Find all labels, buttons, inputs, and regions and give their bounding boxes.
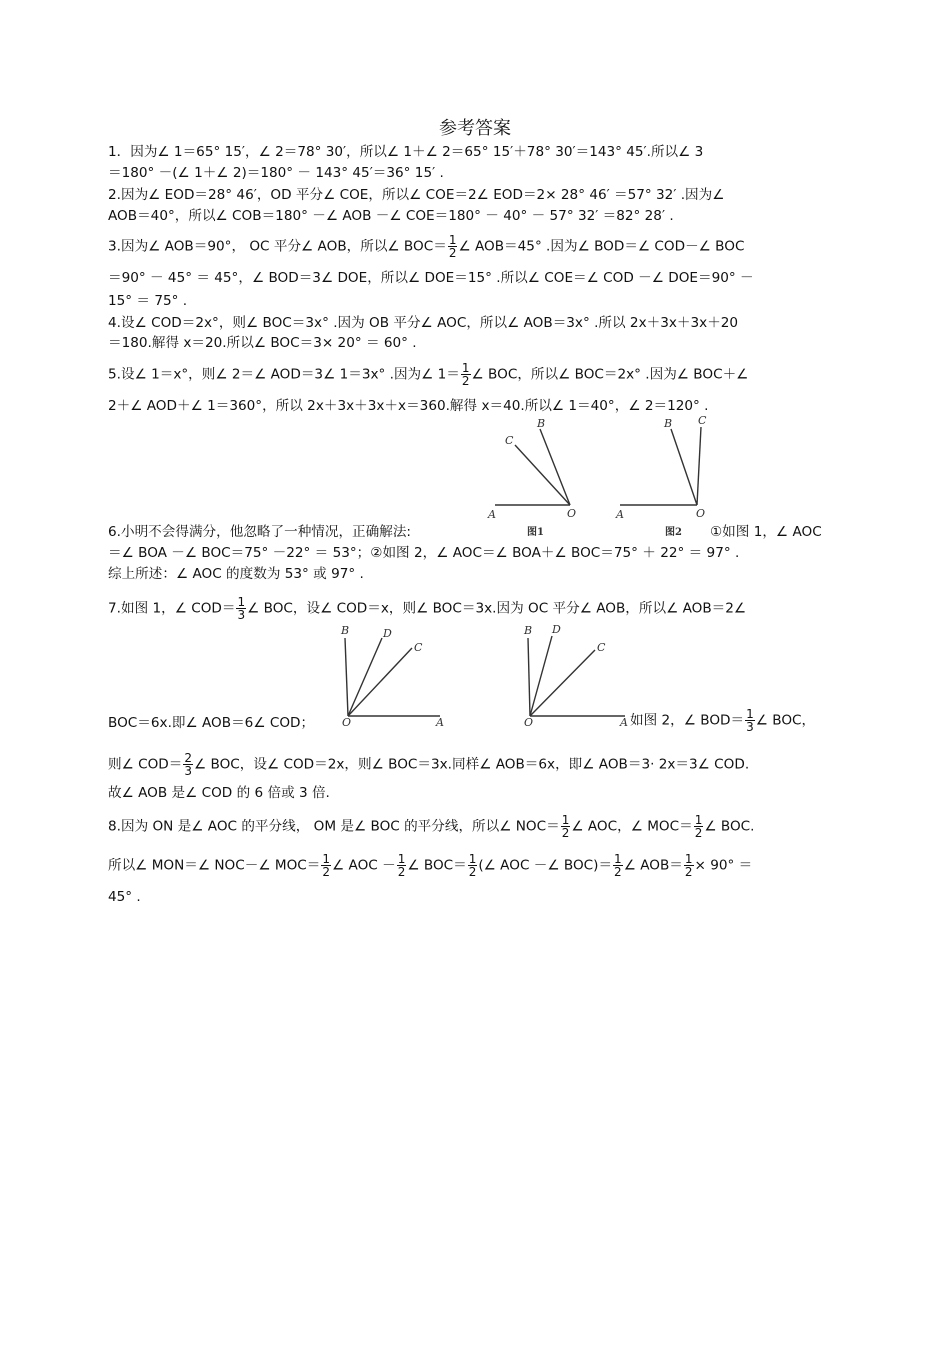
label-a: A — [620, 716, 628, 729]
text-segment: 所以∠ MON＝∠ NOC－∠ MOC＝ — [108, 857, 321, 874]
text-segment: ∠ AOB＝45° .因为∠ BOD＝∠ COD－∠ BOC — [458, 238, 745, 255]
text-segment: ∠ BOC，所以∠ BOC＝2x° .因为∠ BOC＋∠ — [471, 366, 749, 383]
label-a: A — [488, 508, 496, 521]
answer-5-line-1 — [108, 362, 748, 387]
fraction-half: $\frac{1}{2}$ — [468, 852, 477, 879]
text-segment: (∠ AOC －∠ BOC)＝ — [478, 857, 613, 874]
text-segment: 如图 2，∠ BOD＝ — [630, 712, 745, 729]
answer-3-line-1 — [108, 234, 744, 259]
label-b: B — [664, 417, 673, 430]
label-a: A — [616, 508, 624, 521]
text-segment: ∠ BOC，设∠ COD＝2x，则∠ BOC＝3x.同样∠ AOB＝6x，即∠ AOB＝3· 2x＝3∠ COD. — [194, 756, 750, 773]
fraction-half: $\frac{1}{2}$ — [461, 361, 470, 388]
label-o: O — [524, 716, 534, 729]
answer-8-line-1 — [108, 814, 754, 839]
answer-6-line-1-tail: ①如图 1，∠ AOC — [710, 524, 822, 540]
label-c: C — [505, 434, 514, 447]
fraction-half: $\frac{1}{2}$ — [694, 813, 703, 840]
fraction-third: $\frac{1}{3}$ — [237, 595, 246, 622]
answer-4-line-1: 4.设∠ COD＝2x°，则∠ BOC＝3x° .因为 OB 平分∠ AOC，所以∠ AOB＝3x° .所以 2x＋3x＋3x＋20 — [108, 315, 739, 331]
fraction-third: $\frac{1}{3}$ — [746, 707, 754, 734]
answer-5-line-2: 2＋∠ AOD＋∠ 1＝360°，所以 2x＋3x＋3x＋x＝360.解得 x＝40.所以∠ 1＝40°，∠ 2＝120° . — [108, 398, 709, 414]
label-c: C — [414, 641, 423, 654]
label-a: A — [436, 716, 444, 729]
answer-6-line-1 — [108, 523, 411, 541]
figure-1-caption: 图1 — [527, 527, 544, 538]
fraction-half: $\frac{1}{2}$ — [561, 813, 570, 840]
fraction-half: $\frac{1}{2}$ — [448, 233, 457, 260]
fraction-half: $\frac{1}{2}$ — [684, 852, 693, 879]
text-segment: 5.设∠ 1＝x°，则∠ 2＝∠ AOD＝3∠ 1＝3x° .因为∠ 1＝ — [108, 366, 460, 383]
text-segment: 则∠ COD＝ — [108, 756, 183, 773]
label-d: D — [383, 627, 392, 640]
text-segment: ∠ BOC＝ — [407, 857, 467, 874]
answer-2-line-1: 2.因为∠ EOD＝28° 46′，OD 平分∠ COE，所以∠ COE＝2∠ EOD＝2× 28° 46′ ＝57° 32′ .因为∠ — [108, 187, 725, 203]
answer-1-line-1: 1．因为∠ 1＝65° 15′，∠ 2＝78° 30′，所以∠ 1＋∠ 2＝65° 15′＋78° 30′＝143° 45′.所以∠ 3 — [108, 144, 704, 160]
label-c: C — [698, 415, 707, 427]
answer-4-line-2: ＝180.解得 x＝20.所以∠ BOC＝3× 20° ＝ 60° . — [108, 335, 417, 351]
problem-7-figures — [330, 620, 640, 730]
answer-7-line-2: BOC＝6x.即∠ AOB＝6∠ COD； — [108, 715, 315, 731]
answer-6-line-3: 综上所述：∠ AOC 的度数为 53° 或 97° . — [108, 566, 364, 582]
answer-3-line-2: ＝90° － 45° ＝ 45°，∠ BOD＝3∠ DOE，所以∠ DOE＝15° .所以∠ COE＝∠ COD －∠ DOE＝90° － — [108, 270, 754, 286]
label-o: O — [696, 507, 706, 520]
text-segment: ∠ AOB＝ — [623, 857, 683, 874]
answer-8-line-2 — [108, 853, 752, 878]
answer-6-line-2: ＝∠ BOA －∠ BOC＝75° －22° ＝ 53°；②如图 2，∠ AOC＝∠ BOA＋∠ BOC＝75° ＋ 22° ＝ 97° . — [108, 545, 740, 561]
text-segment: 3.因为∠ AOB＝90°， OC 平分∠ AOB，所以∠ BOC＝ — [108, 238, 447, 255]
text-segment: ∠ BOC. — [704, 818, 755, 835]
label-b: B — [341, 624, 350, 637]
label-o: O — [567, 507, 577, 520]
label-d: D — [552, 623, 561, 636]
answer-1-line-2: ＝180° －(∠ 1＋∠ 2)＝180° － 143° 45′＝36° 15′ . — [108, 165, 444, 181]
problem-6-figures — [485, 415, 715, 540]
answer-7-line-3 — [108, 752, 749, 777]
label-b: B — [537, 417, 546, 430]
label-o: O — [342, 716, 352, 729]
text-segment: 6.小明不会得满分，他忽略了一种情况，正确解法: — [108, 524, 412, 540]
answer-7-line-4: 故∠ AOB 是∠ COD 的 6 倍或 3 倍. — [108, 785, 330, 801]
answer-7-line-1 — [108, 596, 746, 621]
page-title: 参考答案 — [439, 118, 511, 139]
text-segment: ∠ AOC，∠ MOC＝ — [571, 818, 693, 835]
answer-7-line-2-tail — [630, 708, 815, 733]
text-segment: × 90° ＝ — [694, 857, 753, 874]
fraction-half: $\frac{1}{2}$ — [322, 852, 331, 879]
label-c: C — [597, 641, 606, 654]
answer-8-line-3: 45° . — [108, 889, 141, 905]
text-segment: ∠ BOC， — [755, 712, 816, 729]
fraction-two-thirds: $\frac{2}{3}$ — [184, 751, 192, 778]
text-segment: ∠ BOC，设∠ COD＝x，则∠ BOC＝3x.因为 OC 平分∠ AOB，所以∠ AOB＝2∠ — [247, 600, 747, 617]
text-segment: ∠ AOC － — [332, 857, 396, 874]
answer-2-line-2: AOB＝40°，所以∠ COB＝180° －∠ AOB －∠ COE＝180° － 40° － 57° 32′ ＝82° 28′ . — [108, 208, 674, 224]
fraction-half: $\frac{1}{2}$ — [397, 852, 406, 879]
text-segment: 7.如图 1，∠ COD＝ — [108, 600, 236, 617]
answer-3-line-3: 15° ＝ 75° . — [108, 293, 188, 309]
fraction-half: $\frac{1}{2}$ — [614, 852, 622, 879]
text-segment: 8.因为 ON 是∠ AOC 的平分线， OM 是∠ BOC 的平分线，所以∠ NOC＝ — [108, 818, 560, 835]
label-b: B — [524, 624, 533, 637]
figure-2-caption: 图2 — [665, 527, 682, 538]
